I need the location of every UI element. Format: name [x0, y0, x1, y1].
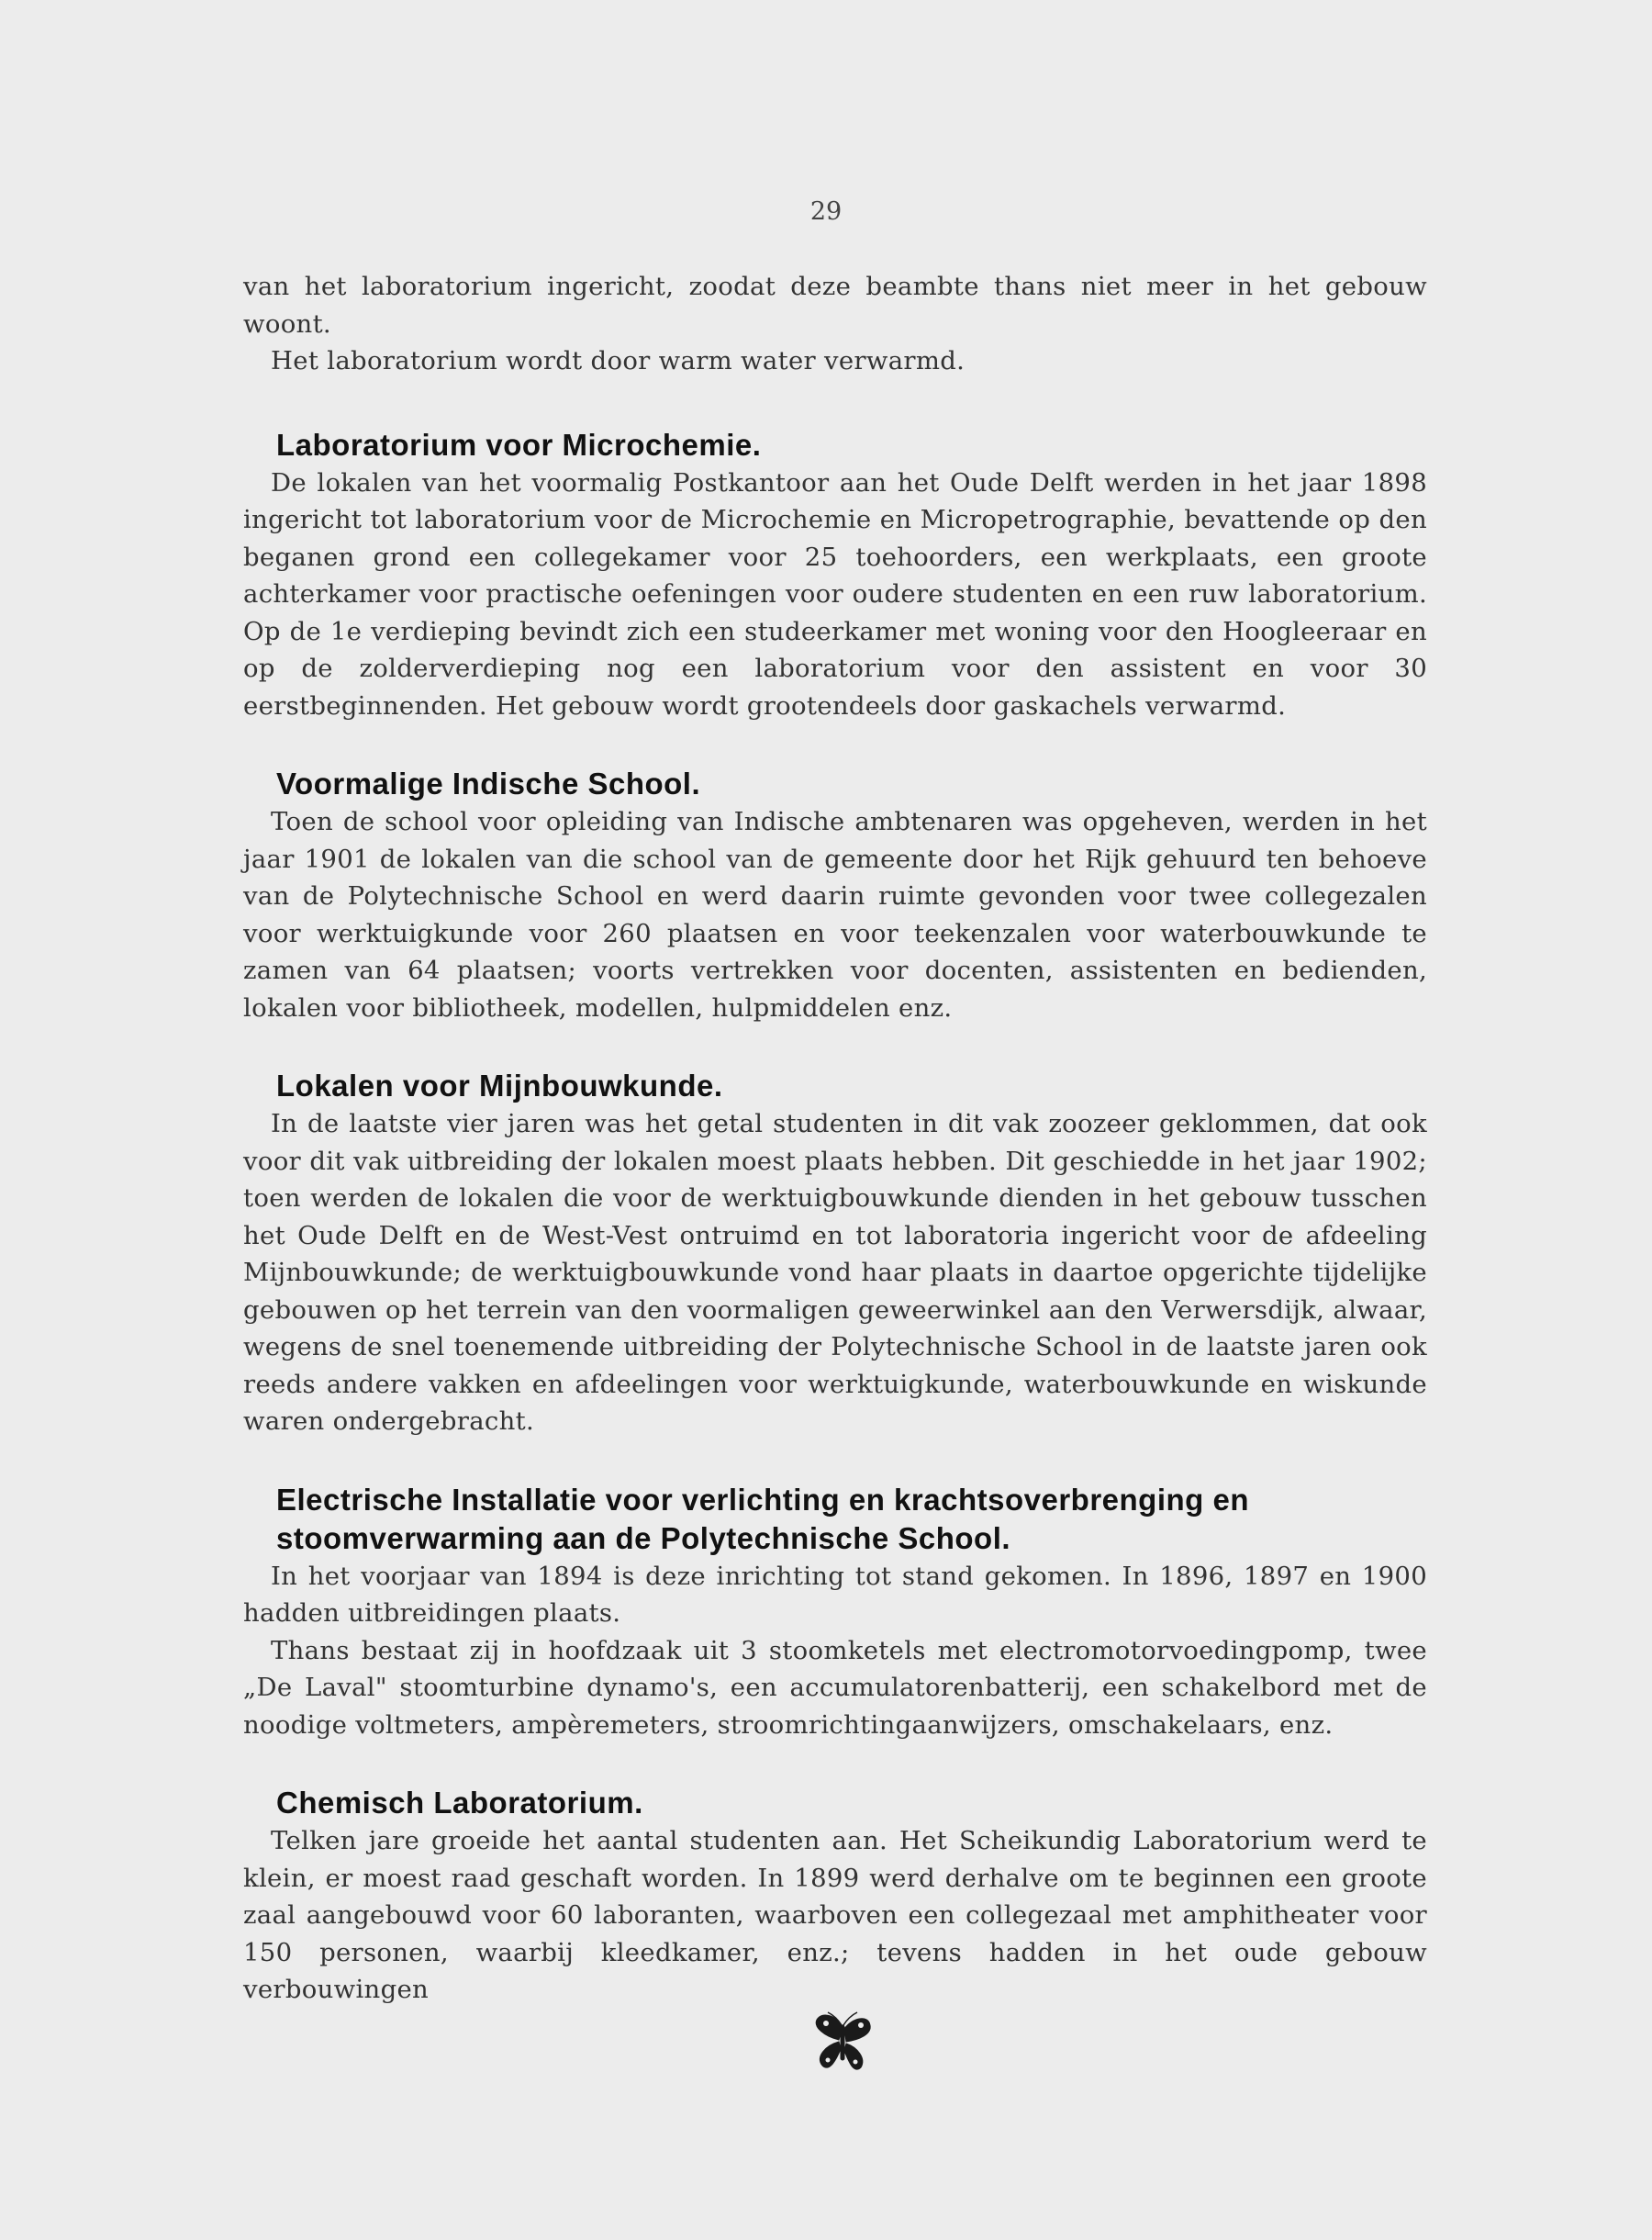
section-paragraph: In het voorjaar van 1894 is deze inrichting tot stand gekomen. In 1896, 1897 en 1900 hadden uitbreidingen plaats. — [243, 1561, 1427, 1628]
butterfly-ornament-icon — [809, 2009, 876, 2082]
section-paragraph: Thans bestaat zij in hoofdzaak uit 3 stoomketels met electromotorvoedingpomp, twee „De Laval" stoomturbine dynamo's, een accumulatorenbatterij, een schakelbord met de noodige voltmeters, ampèremeters, stroomrichtingaanwijzers, omschakelaars, enz. — [243, 1635, 1427, 1740]
section-microchemie — [243, 426, 1427, 725]
section-chemisch-laboratorium — [243, 1784, 1427, 2009]
section-paragraph: Toen de school voor opleiding van Indische ambtenaren was opgeheven, werden in het jaar 1901 de lokalen van die school van de gemeente door het Rijk gehuurd ten behoeve van de Polytechnische School en werd daarin ruimte gevonden voor twee collegezalen voor werktuigkunde voor 260 plaatsen en voor teekenzalen voor waterbouwkunde te zamen van 64 plaatsen; voorts vertrekken voor docenten, assistenten en bedienden, lokalen voor bibliotheek, modellen, hulpmiddelen enz. — [243, 807, 1427, 1023]
intro-line: Het laboratorium wordt door warm water verwarmd. — [271, 346, 966, 375]
section-paragraph: In de laatste vier jaren was het getal studenten in dit vak zoozeer geklommen, dat ook voor dit vak uitbreiding der lokalen moest plaats hebben. Dit geschiedde in het jaar 1902; toen werden de lokalen die voor de werktuigbouwkunde dienden in het gebouw tusschen het Oude Delft en de West-Vest ontruimd en tot laboratoria ingericht voor de afdeeling Mijnbouwkunde; de werktuigbouwkunde vond haar plaats in daartoe opgerichte tijdelijke gebouwen op het terrein van den voormaligen geweerwinkel aan den Verwersdijk, alwaar, wegens de snel toenemende uitbreiding der Polytechnische School in de laatste jaren ook reeds andere vakken en afdeelingen voor werktuigkunde, waterbouwkunde en wiskunde waren ondergebracht. — [243, 1109, 1427, 1436]
section-heading: Electrische Installatie voor verlichting en krachtsoverbrenging en stoomverwarming aan de Polytechnische School. — [276, 1482, 1249, 1555]
section-mijnbouwkunde — [243, 1067, 1427, 1440]
intro-line: van het laboratorium ingericht, zoodat deze beambte thans niet meer in het gebouw woont. — [243, 272, 1427, 339]
section-electrische-installatie — [243, 1481, 1427, 1744]
section-paragraph: Telken jare groeide het aantal studenten aan. Het Scheikundig Laboratorium werd te klein, er moest raad geschaft worden. In 1899 werd derhalve om te beginnen een groote zaal aangebouwd voor 60 laboranten, waarboven een collegezaal met amphitheater voor 150 personen, waarbij kleedkamer, enz.; tevens hadden in het oude gebouw verbouwingen — [243, 1826, 1427, 2004]
section-heading: Lokalen voor Mijnbouwkunde. — [276, 1069, 723, 1103]
page-content — [243, 268, 1427, 2009]
section-heading: Laboratorium voor Microchemie. — [276, 427, 762, 462]
section-heading: Voormalige Indische School. — [276, 767, 701, 801]
section-indische-school — [243, 765, 1427, 1026]
section-paragraph: De lokalen van het voormalig Postkantoor aan het Oude Delft werden in het jaar 1898 ingericht tot laboratorium voor de Microchemie en Micropetrographie, bevattende op den beganen grond een collegekamer voor 25 toehoorders, een werkplaats, een groote achterkamer voor practische oefeningen voor oudere studenten en een ruw laboratorium. Op de 1e verdieping bevindt zich een studeerkamer met woning voor den Hoogleeraar en op de zolderverdieping nog een laboratorium voor den assistent en voor 30 eerstbeginnenden. Het gebouw wordt grootendeels door gaskachels verwarmd. — [243, 467, 1427, 721]
page-number: 29 — [809, 197, 843, 226]
section-heading: Chemisch Laboratorium. — [276, 1786, 643, 1820]
